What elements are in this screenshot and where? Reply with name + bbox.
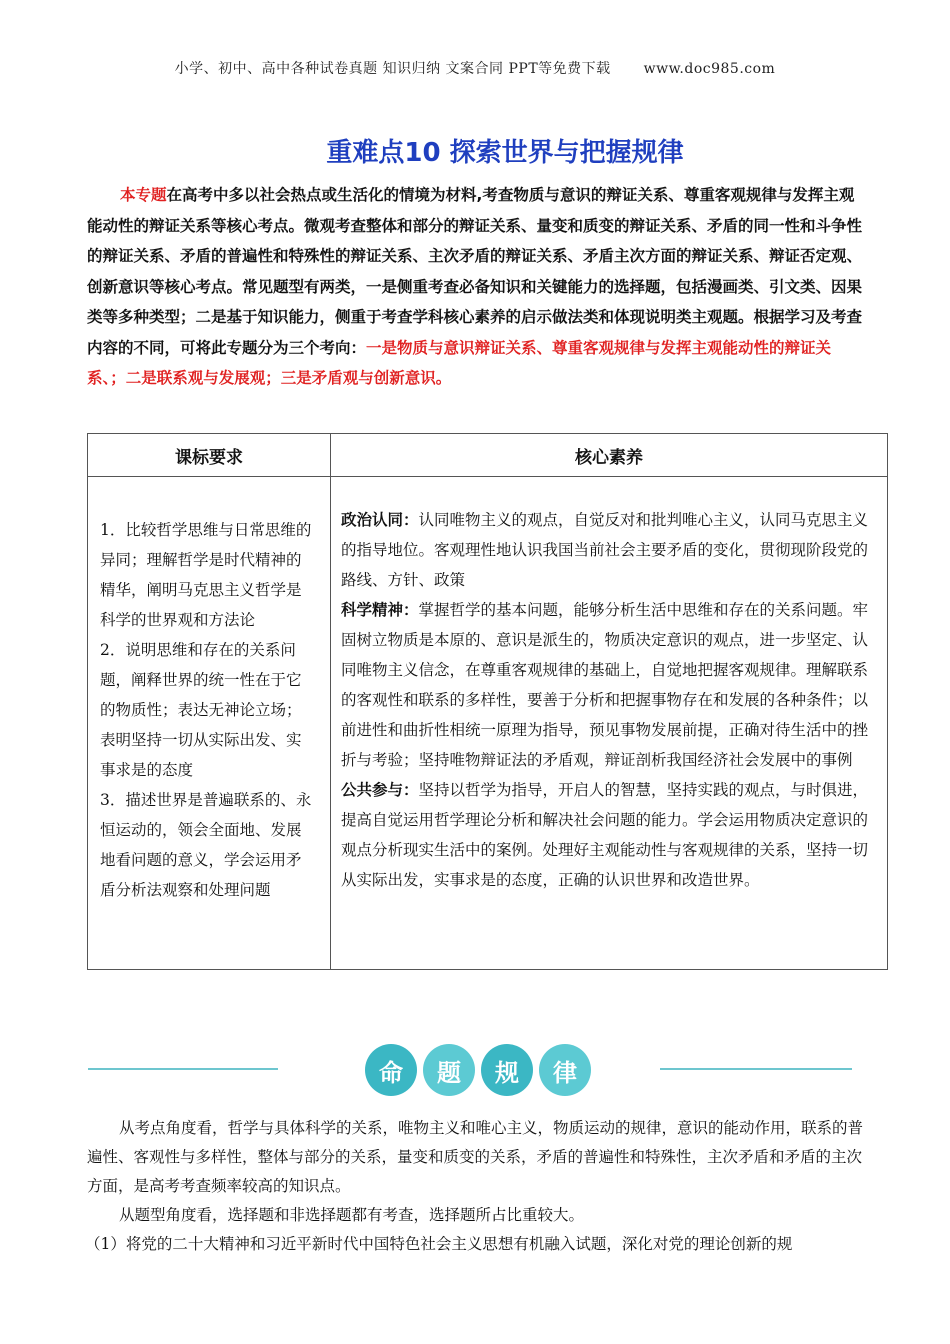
core-label: 政治认同： xyxy=(341,511,419,529)
body-paragraph: 从考点角度看，哲学与具体科学的关系，唯物主义和唯心主义，物质运动的规律，意识的能动作用，联系的普遍性、客观性与多样性，整体与部分的关系，量变和质变的关系，矛盾的普遍性和特殊性，主次矛盾和矛盾的主次方面，是高考考查频率较高的知识点。 xyxy=(87,1119,864,1195)
section-banner xyxy=(0,1040,950,1100)
intro-paragraph xyxy=(87,180,867,394)
table-header-core: 核心素养 xyxy=(331,434,888,477)
header-text: 小学、初中、高中各种试卷真题 知识归纳 文案合同 PPT等免费下载 xyxy=(174,61,611,77)
requirement-item: 3．描述世界是普遍联系的、永恒运动的，领会全面地、发展地看问题的意义，学会运用矛盾分析法观察和处理问题 xyxy=(100,791,312,899)
page-header xyxy=(0,58,950,78)
body-paragraph: （1）将党的二十大精神和习近平新时代中国特色社会主义思想有机融入试题，深化对党的理论创新的规 xyxy=(85,1235,793,1253)
requirement-item: 1．比较哲学思维与日常思维的异同；理解哲学是时代精神的精华，阐明马克思主义哲学是科学的世界观和方法论 xyxy=(100,521,312,629)
core-label: 科学精神： xyxy=(341,601,419,619)
body-paragraph: 从题型角度看，选择题和非选择题都有考查，选择题所占比重较大。 xyxy=(119,1206,585,1224)
core-literacy-cell xyxy=(331,477,888,970)
banner-char: 命 xyxy=(365,1044,417,1096)
core-text: 坚持以哲学为指导，开启人的智慧，坚持实践的观点，与时俱进，提高自觉运用哲学理论分析和解决社会问题的能力。学会运用物质决定意识的观点分析现实生活中的案例。处理好主观能动性与客观规律的关系，坚持一切从实际出发，实事求是的态度，正确的认识世界和改造世界。 xyxy=(341,781,869,889)
body-text xyxy=(87,1114,869,1259)
requirement-item: 2．说明思维和存在的关系问题，阐释世界的统一性在于它的物质性；表达无神论立场；表明坚持一切从实际出发、实事求是的态度 xyxy=(100,641,302,779)
core-text: 掌握哲学的基本问题，能够分析生活中思维和存在的关系问题。牢固树立物质是本原的、意识是派生的，物质决定意识的观点，进一步坚定、认同唯物主义信念，在尊重客观规律的基础上，自觉地把握客观规律。理解联系的客观性和联系的多样性，要善于分析和把握事物存在和发展的各种条件；以前进性和曲折性相统一原理为指导，预见事物发展前提，正确对待生活中的挫折与考验；坚持唯物辩证法的矛盾观，辩证剖析我国经济社会发展中的事例 xyxy=(341,601,869,769)
intro-tail: 一是物质与意识辩证关系、尊重客观规律与发挥主观能动性的辩证关系、；二是联系观与发展观；三是矛盾观与创新意识。 xyxy=(87,338,832,387)
core-item xyxy=(341,595,877,775)
banner-char: 律 xyxy=(539,1044,591,1096)
banner-char: 规 xyxy=(481,1044,533,1096)
table-header-requirements: 课标要求 xyxy=(88,434,331,477)
intro-body: 在高考中多以社会热点或生活化的情境为材料,考查物质与意识的辩证关系、尊重客观规律与发挥主观能动性的辩证关系等核心考点。微观考查整体和部分的辩证关系、量变和质变的辩证关系、矛盾的同一性和斗争性的辩证关系、矛盾的普遍性和特殊性的辩证关系、主次矛盾的辩证关系、矛盾主次方面的辩证关系、辩证否定观、创新意识等核心考点。常见题型有两类，一是侧重考查必备知识和关键能力的选择题，包括漫画类、引文类、因果类等多种类型；二是基于知识能力，侧重于考查学科核心素养的启示做法类和体现说明类主观题。根据学习及考查内容的不同，可将此专题分为三个考向： xyxy=(87,186,863,357)
banner-divider-right xyxy=(660,1068,852,1070)
core-item xyxy=(341,775,877,895)
core-item xyxy=(341,505,877,595)
banner-divider-left xyxy=(88,1068,278,1070)
intro-lead: 本专题 xyxy=(120,186,167,204)
banner-char: 题 xyxy=(423,1044,475,1096)
core-label: 公共参与： xyxy=(341,781,419,799)
requirements-cell xyxy=(88,477,331,970)
core-text: 认同唯物主义的观点，自觉反对和批判唯心主义，认同马克思主义的指导地位。客观理性地认识我国当前社会主要矛盾的变化，贯彻现阶段党的路线、方针、政策 xyxy=(341,511,869,589)
header-url[interactable]: www.doc985.com xyxy=(643,61,776,77)
page-title: 重难点10 探索世界与把握规律 xyxy=(326,138,684,168)
standards-table xyxy=(87,433,888,970)
